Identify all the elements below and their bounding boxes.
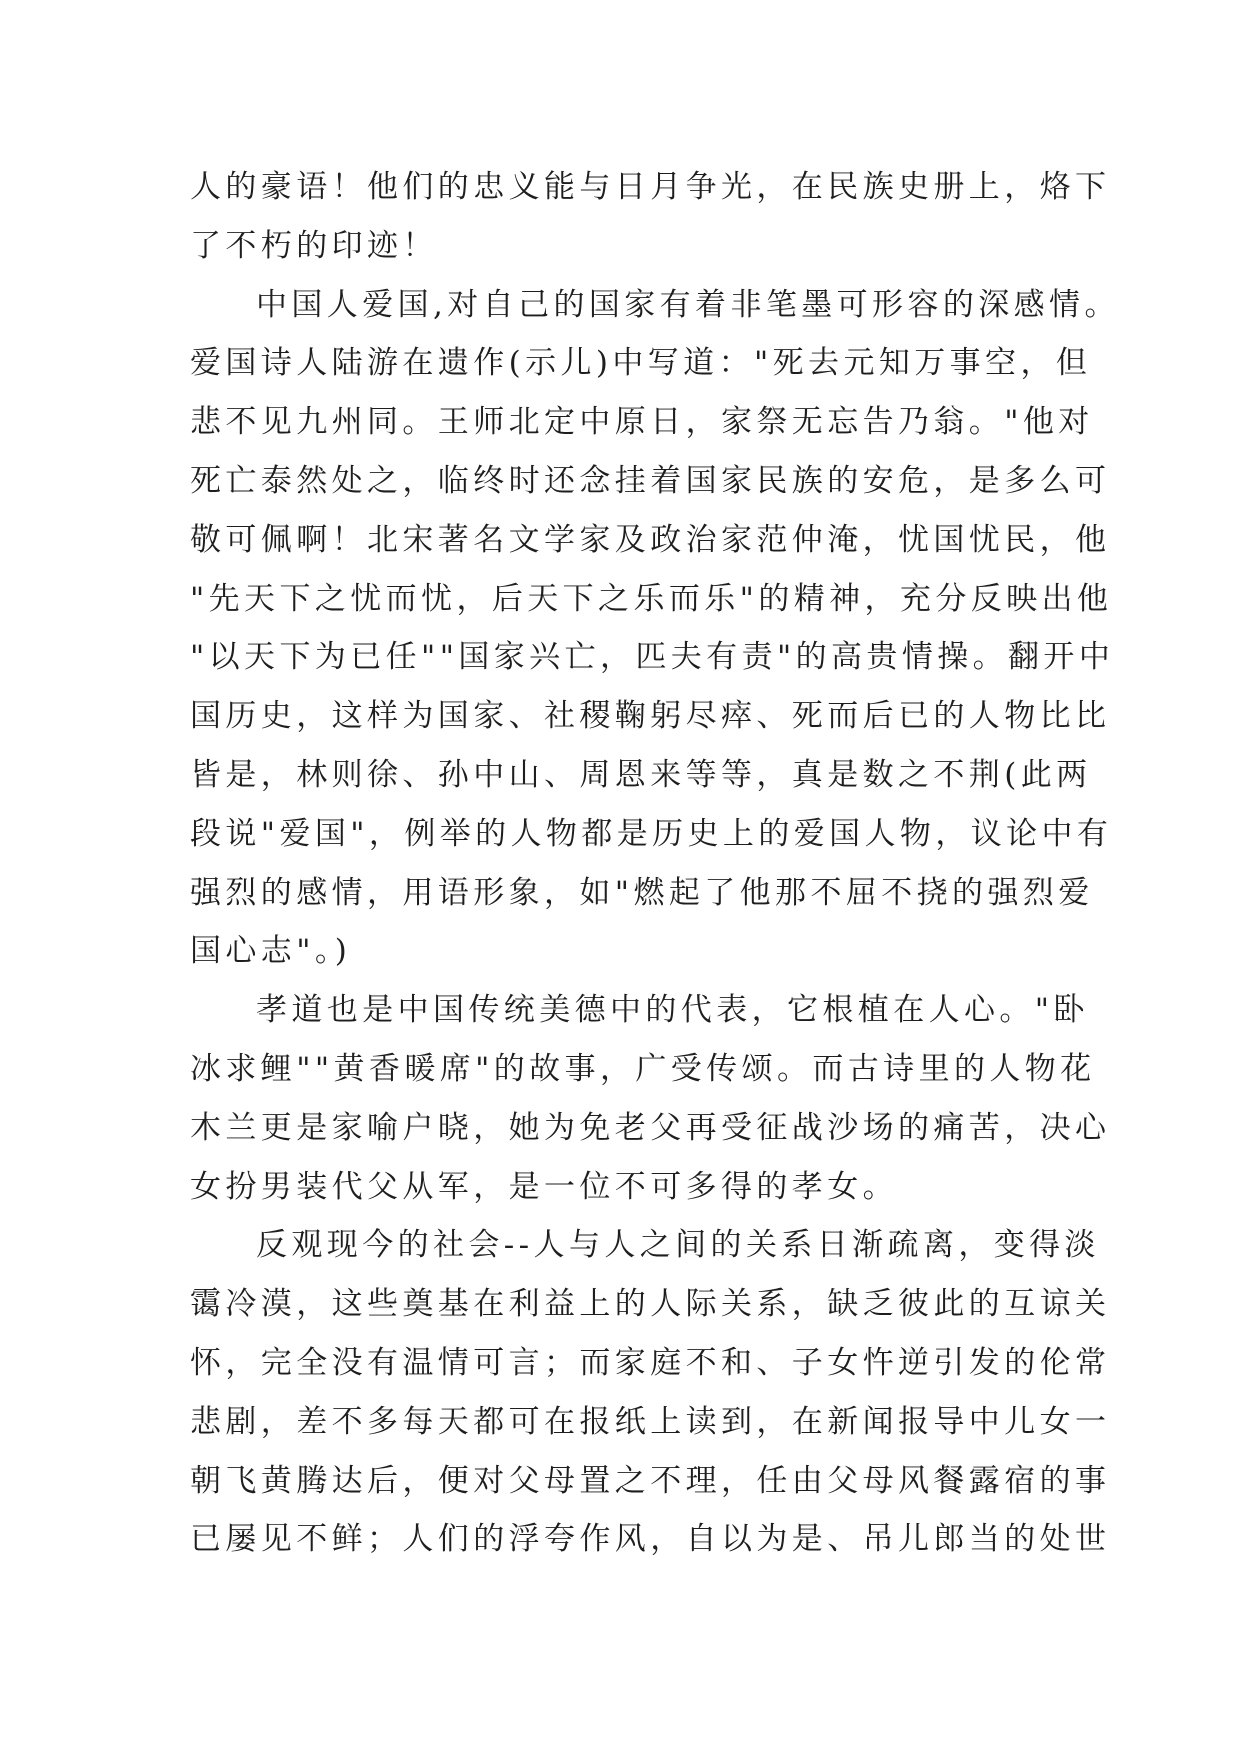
- paragraph-first-line: 中国人爱国,对自己的国家有着非笔墨可形容的深感情。: [256, 286, 1120, 323]
- text-line: 木兰更是家喻户晓，她为免老父再受征战沙场的痛苦，决心: [190, 1109, 1111, 1146]
- text-line: 已屡见不鲜；人们的浮夸作风，自以为是、吊儿郎当的处世: [190, 1521, 1111, 1558]
- text-line: 爱国诗人陆游在遗作(示儿)中写道："死去元知万事空，但: [190, 345, 1092, 382]
- text-line: 女扮男装代父从军，是一位不可多得的孝女。: [190, 1168, 898, 1205]
- paragraph-first-line: 孝道也是中国传统美德中的代表，它根植在人心。"卧: [256, 992, 1089, 1029]
- text-line: "以天下为已任""国家兴亡，匹夫有责"的高贵情操。翻开中: [190, 639, 1115, 676]
- text-line: 敬可佩啊！北宋著名文学家及政治家范仲淹，忧国忧民，他: [190, 521, 1111, 558]
- text-line: 人的豪语！他们的忠义能与日月争光，在民族史册上，烙下: [190, 169, 1111, 205]
- text-line: 悲不见九州同。王师北定中原日，家祭无忘告乃翁。"他对: [190, 404, 1094, 441]
- text-line: 皆是，林则徐、孙中山、周恩来等等，真是数之不荆(此两: [190, 756, 1092, 793]
- text-line: 悲剧，差不多每天都可在报纸上读到，在新闻报导中儿女一: [190, 1403, 1111, 1440]
- text-line: 霭冷漠，这些奠基在利益上的人际关系，缺乏彼此的互谅关: [190, 1286, 1111, 1323]
- paragraph-first-line: 反观现今的社会--人与人之间的关系日渐疏离，变得淡: [256, 1227, 1100, 1264]
- text-line: 了不朽的印迹！: [190, 227, 438, 264]
- body-text: [190, 158, 1120, 1569]
- text-line: 死亡泰然处之，临终时还念挂着国家民族的安危，是多么可: [190, 462, 1111, 499]
- text-line: "先天下之忧而忧，后天下之乐而乐"的精神，充分反映出他: [190, 580, 1113, 617]
- text-line: 冰求鲤""黄香暖席"的故事，广受传颂。而古诗里的人物花: [190, 1050, 1096, 1087]
- text-line: 国心志"。): [190, 933, 352, 970]
- text-line: 国历史，这样为国家、社稷鞠躬尽瘁、死而后已的人物比比: [190, 698, 1111, 735]
- text-line: 强烈的感情，用语形象，如"燃起了他那不屈不挠的强烈爱: [190, 874, 1094, 911]
- text-line: 段说"爱国"，例举的人物都是历史上的爱国人物，议论中有: [190, 815, 1113, 852]
- text-line: 怀，完全没有温情可言；而家庭不和、子女忤逆引发的伦常: [190, 1344, 1111, 1381]
- text-line: 朝飞黄腾达后，便对父母置之不理，任由父母风餐露宿的事: [190, 1462, 1111, 1499]
